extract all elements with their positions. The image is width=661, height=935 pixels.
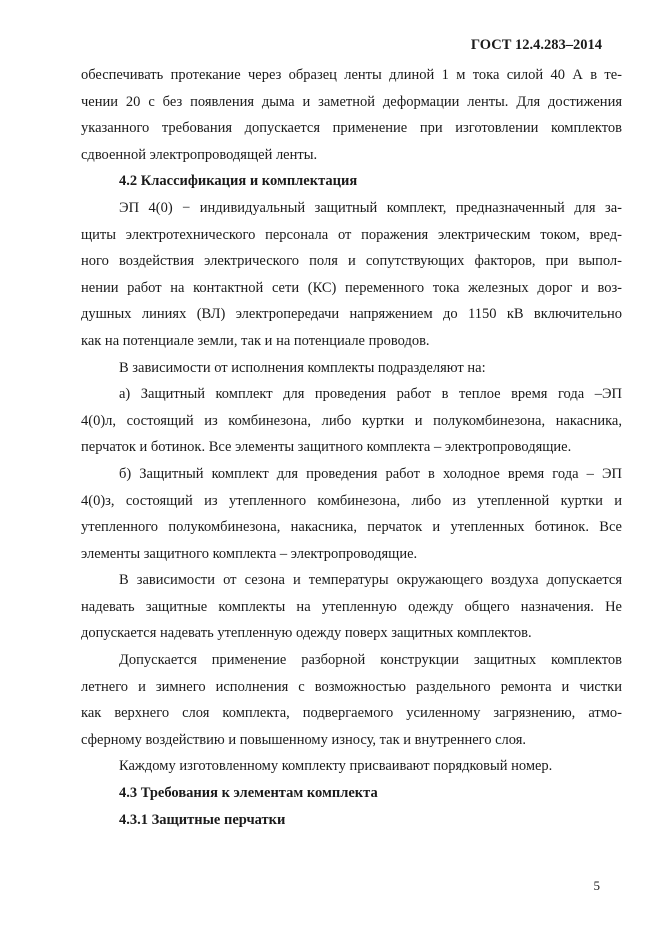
- section-heading: 4.2 Классификация и комплектация: [119, 173, 358, 190]
- text-line: Каждому изготовленному комплекту присваивают порядковый номер.: [119, 758, 553, 775]
- text-line: В зависимости от исполнения комплекты подразделяют на:: [119, 359, 486, 376]
- text-line: летнего и зимнего исполнения с возможностью раздельного ремонта и чистки: [81, 678, 622, 695]
- text-line: как на потенциале земли, так и на потенциале проводов.: [81, 332, 430, 349]
- text-line: б) Защитный комплект для проведения работ в холодное время года – ЭП: [119, 465, 622, 482]
- text-line: 4(0)з, состоящий из утепленного комбинезона, либо из утепленной куртки и: [81, 492, 622, 509]
- text-line: сдвоенной электропроводящей ленты.: [81, 146, 318, 163]
- text-line: обеспечивать протекание через образец ленты длиной 1 м тока силой 40 А в те-: [81, 67, 622, 83]
- text-line: допускается надевать утепленную одежду поверх защитных комплектов.: [81, 625, 532, 642]
- text-line: а) Защитный комплект для проведения работ в теплое время года –ЭП: [119, 386, 622, 403]
- text-line: надевать защитные комплекты на утепленную одежду общего назначения. Не: [81, 598, 622, 615]
- text-line: как верхнего слоя комплекта, подвергаемого усиленному загрязнению, атмо-: [81, 705, 622, 722]
- text-line: перчаток и ботинок. Все элементы защитного комплекта – электропроводящие.: [81, 439, 572, 456]
- text-line: душных линиях (ВЛ) электропередачи напряжением до 1150 кВ включительно: [81, 306, 622, 323]
- text-line: В зависимости от сезона и температуры окружающего воздуха допускается: [119, 572, 622, 589]
- document-header: ГОСТ 12.4.283–2014: [470, 37, 602, 53]
- document-body: [81, 62, 622, 833]
- text-line: ЭП 4(0) − индивидуальный защитный комплект, предназначенный для за-: [119, 199, 622, 216]
- section-heading: 4.3 Требования к элементам комплекта: [119, 785, 378, 802]
- text-line: 4(0)л, состоящий из комбинезона, либо куртки и полукомбинезона, накасника,: [81, 412, 622, 429]
- text-line: сферному воздействию и повышенному износу, так и внутреннего слоя.: [81, 731, 527, 748]
- text-line: нении работ на контактной сети (КС) переменного тока железных дорог и воз-: [81, 279, 622, 296]
- text-line: чении 20 с без появления дыма и заметной деформации ленты. Для достижения: [81, 93, 622, 110]
- text-line: ного воздействия электрического поля и сопутствующих факторов, при выпол-: [81, 253, 622, 270]
- text-line: щиты электротехнического персонала от поражения электрическим током, вред-: [81, 226, 622, 243]
- text-line: утепленного полукомбинезона, накасника, перчаток и утепленных ботинок. Все: [81, 519, 622, 536]
- subsection-heading: 4.3.1 Защитные перчатки: [119, 811, 286, 828]
- page-number: 5: [593, 878, 600, 893]
- text-line: указанного требования допускается применение при изготовлении комплектов: [81, 120, 622, 137]
- text-line: Допускается применение разборной конструкции защитных комплектов: [119, 652, 622, 669]
- text-line: элементы защитного комплекта – электропроводящие.: [81, 545, 418, 562]
